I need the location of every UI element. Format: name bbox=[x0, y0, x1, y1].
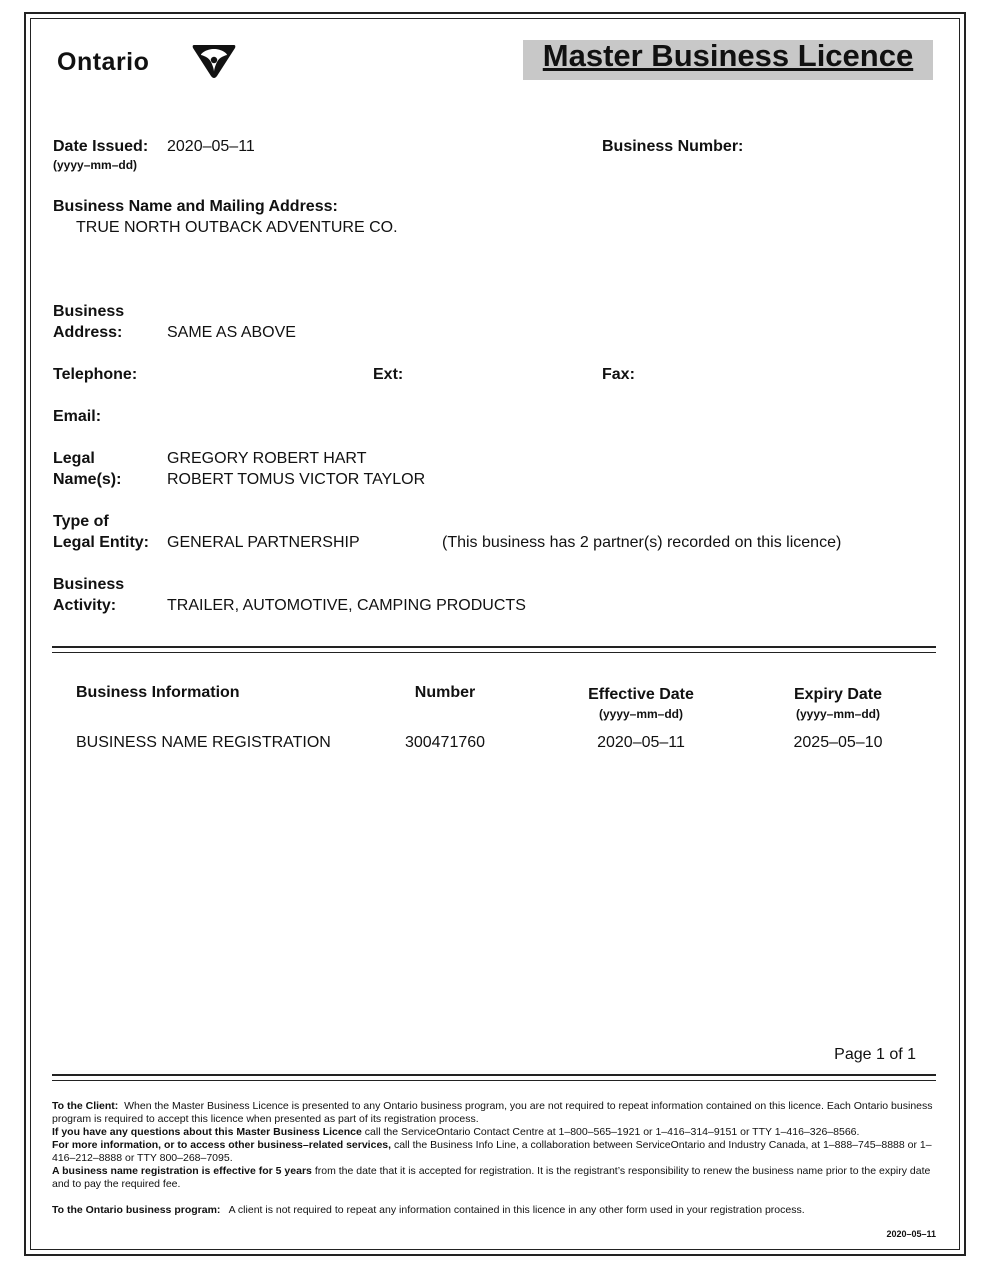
legal-name-1: GREGORY ROBERT HART bbox=[167, 450, 367, 467]
footer-more-info-text: call the Business Info Line, a collaboration between ServiceOntario and Industry Canada, at 1–888–745–8888 or 1–416–212–8888 or TTY 800–268–7095. bbox=[52, 1139, 932, 1164]
footer-more-info-label: For more information, or to access other business–related services, bbox=[52, 1139, 392, 1151]
document-title: Master Business Licence bbox=[542, 38, 914, 73]
partners-note: (This business has 2 partner(s) recorded on this licence) bbox=[442, 534, 842, 551]
footer-more-info-paragraph bbox=[52, 1139, 936, 1165]
footer-registration-paragraph bbox=[52, 1165, 936, 1191]
business-number-label: Business Number: bbox=[602, 138, 744, 155]
legal-entity-label-line2: Legal Entity: bbox=[53, 534, 150, 551]
business-address-value: SAME AS ABOVE bbox=[167, 324, 296, 341]
footer-questions-paragraph bbox=[52, 1126, 936, 1139]
business-address-label-line1: Business bbox=[53, 303, 125, 320]
telephone-label: Telephone: bbox=[53, 366, 138, 383]
footer-divider-bottom bbox=[52, 1080, 936, 1081]
footer-questions-label: If you have any questions about this Master Business Licence bbox=[52, 1126, 362, 1138]
footer-client-text: When the Master Business Licence is presented to any Ontario business program, you are not required to repeat information contained on this licence. Each Ontario business program is required to accept this licence when presented as part of its registration process. bbox=[52, 1100, 933, 1125]
section-divider-bottom bbox=[52, 652, 936, 653]
business-activity-label-line2: Activity: bbox=[53, 597, 117, 614]
legal-entity-value: GENERAL PARTNERSHIP bbox=[167, 534, 360, 551]
footer-program-label: To the Ontario business program: bbox=[52, 1204, 221, 1216]
row-effective-date: 2020–05–11 bbox=[597, 734, 685, 751]
header-number: Number bbox=[414, 684, 476, 701]
page-indicator: Page 1 of 1 bbox=[834, 1046, 916, 1063]
legal-names-label-line2: Name(s): bbox=[53, 471, 122, 488]
trillium-logo-icon bbox=[191, 43, 237, 79]
header-effective-date-hint: (yyyy–mm–dd) bbox=[598, 707, 684, 721]
legal-entity-label-line1: Type of bbox=[53, 513, 109, 530]
footer-program-paragraph bbox=[52, 1204, 936, 1217]
footer-registration-label: A business name registration is effective for 5 years bbox=[52, 1165, 312, 1177]
header-expiry-date: Expiry Date bbox=[793, 686, 883, 703]
footer-program-text: A client is not required to repeat any information contained in this licence in any other form used in your registration process. bbox=[228, 1204, 805, 1216]
header-expiry-date-hint: (yyyy–mm–dd) bbox=[795, 707, 881, 721]
footer-registration-text: from the date that it is accepted for registration. It is the registrant’s responsibility to renew the business name prior to the expiry date and to pay the required fee. bbox=[52, 1165, 931, 1190]
row-number: 300471760 bbox=[404, 734, 486, 751]
business-activity-value: TRAILER, AUTOMOTIVE, CAMPING PRODUCTS bbox=[167, 597, 526, 614]
ext-label: Ext: bbox=[373, 366, 404, 383]
header-effective-date: Effective Date bbox=[588, 686, 694, 703]
business-address-label-line2: Address: bbox=[53, 324, 123, 341]
ontario-logo-text: Ontario bbox=[57, 48, 150, 76]
date-issued-value: 2020–05–11 bbox=[167, 138, 255, 155]
date-format-hint: (yyyy–mm–dd) bbox=[53, 158, 138, 172]
date-issued-label: Date Issued: bbox=[53, 138, 149, 155]
header-business-information: Business Information bbox=[76, 684, 240, 701]
footer-divider-top bbox=[52, 1074, 936, 1076]
row-expiry-date: 2025–05–10 bbox=[793, 734, 883, 751]
footer-print-date: 2020–05–11 bbox=[886, 1229, 936, 1239]
section-divider-top bbox=[52, 646, 936, 648]
business-activity-label-line1: Business bbox=[53, 576, 125, 593]
row-business-information: BUSINESS NAME REGISTRATION bbox=[76, 734, 331, 751]
legal-names-label-line1: Legal bbox=[53, 450, 95, 467]
business-name-label: Business Name and Mailing Address: bbox=[53, 198, 338, 215]
footer-client-label: To the Client: bbox=[52, 1100, 119, 1112]
footer-questions-text: call the ServiceOntario Contact Centre at 1–800–565–1921 or 1–416–314–9151 or TTY 1–416–326–8566. bbox=[364, 1126, 860, 1138]
email-label: Email: bbox=[53, 408, 102, 425]
legal-name-2: ROBERT TOMUS VICTOR TAYLOR bbox=[167, 471, 426, 488]
fax-label: Fax: bbox=[602, 366, 635, 383]
footer-notice bbox=[52, 1100, 936, 1217]
footer-client-paragraph bbox=[52, 1100, 936, 1126]
business-name-value: TRUE NORTH OUTBACK ADVENTURE CO. bbox=[76, 219, 398, 236]
